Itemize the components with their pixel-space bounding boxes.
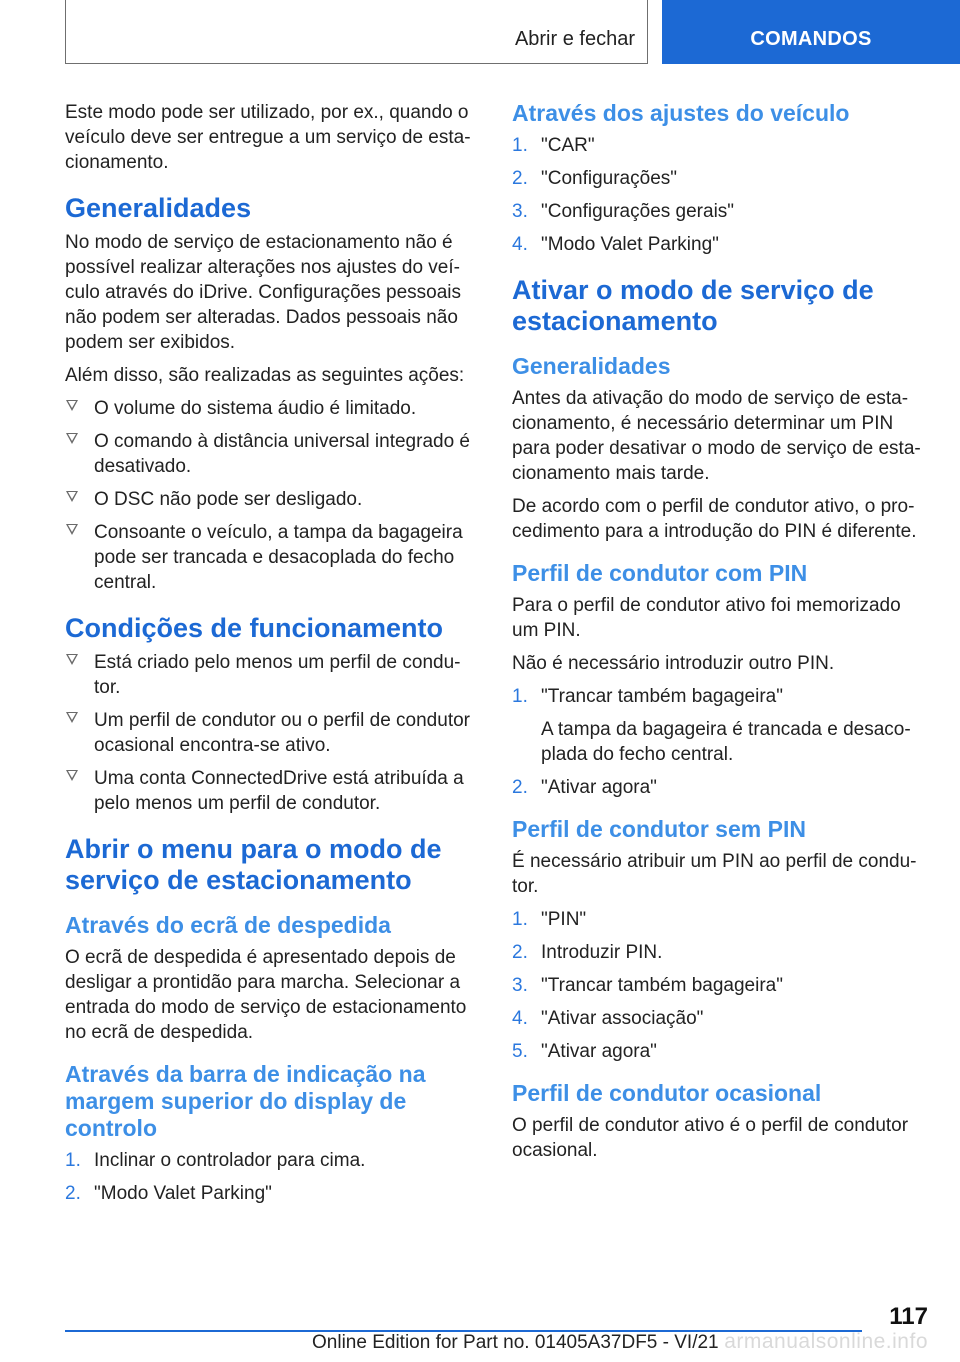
list-item: 2. "Ativar agora" — [512, 777, 657, 798]
heading-perfil-com-pin: Perfil de condutor com PIN — [512, 560, 808, 586]
list-item: O volume do sistema áudio é limitado. — [65, 396, 479, 421]
triangle-bullet-icon — [66, 524, 78, 535]
heading-condicoes: Condições de funcionamento — [65, 613, 444, 643]
heading-ativar-modo: Ativar o modo de serviço de estacionamento — [512, 275, 874, 336]
paragraph-com-pin-2: Não é necessário introduzir outro PIN. — [512, 653, 835, 674]
paragraph-generalidades-1: Antes da ativação do modo de serviço de estacionamento, é necessário determinar um PIN para poder desativar o modo de serviço de estacionamento mais tarde. — [512, 388, 921, 484]
list-item: 2. Introduzir PIN. — [512, 942, 663, 963]
list-item: 1. "PIN" — [512, 909, 587, 930]
triangle-bullet-icon — [66, 433, 78, 444]
list-item: 3. "Trancar também bagageira" — [512, 975, 783, 996]
list-item: 2. "Modo Valet Parking" — [65, 1183, 272, 1204]
list-item: O DSC não pode ser desligado. — [65, 487, 479, 512]
watermark: armanualsonline.info — [724, 1330, 928, 1353]
paragraph-ocasional: O perfil de condutor ativo é o perfil de condutor ocasional. — [512, 1115, 909, 1161]
list-item: Está criado pelo menos um perfil de condutor. — [65, 650, 479, 700]
triangle-bullet-icon — [66, 654, 78, 665]
list-item: O comando à distância universal integrado é desativado. — [65, 429, 479, 479]
paragraph-generalidades: No modo de serviço de estacionamento não é possível realizar alterações nos ajustes do veículo através do iDrive. Configurações pessoais não podem ser alteradas. Dados pessoais não podem ser exibidos. — [65, 232, 462, 353]
list-item: Consoante o veículo, a tampa da bagageira pode ser trancada e desacoplada do fecho central. — [65, 520, 479, 595]
right-column — [512, 100, 926, 1171]
paragraph-sem-pin: É necessário atribuir um PIN ao perfil de condutor. — [512, 851, 917, 897]
list-item: Uma conta ConnectedDrive está atribuída a pelo menos um perfil de condutor. — [65, 766, 479, 816]
section-title: Abrir e fechar — [514, 28, 635, 50]
list-item: 1. "Trancar também bagageira" A tampa da bagageira é trancada e desacoplada do fecho central. — [512, 684, 926, 767]
list-item: 2. "Configurações" — [512, 168, 678, 189]
heading-abrir-menu: Abrir o menu para o modo de serviço de estacionamento — [65, 834, 442, 895]
heading-ecra-despedida: Através do ecrã de despedida — [65, 912, 391, 938]
paragraph-acoes: Além disso, são realizadas as seguintes ações: — [65, 365, 465, 386]
heading-perfil-ocasional: Perfil de condutor ocasional — [512, 1080, 822, 1106]
paragraph-com-pin-1: Para o perfil de condutor ativo foi memorizado um PIN. — [512, 595, 901, 641]
chapter-tab[interactable]: COMANDOS — [662, 0, 960, 64]
triangle-bullet-icon — [66, 400, 78, 411]
triangle-bullet-icon — [66, 712, 78, 723]
acoes-list — [65, 396, 479, 595]
list-item: 1. Inclinar o controlador para cima. — [65, 1150, 366, 1171]
heading-ajustes-veiculo: Através dos ajustes do veículo — [512, 100, 850, 126]
list-item: 5. "Ativar agora" — [512, 1041, 657, 1062]
paragraph-generalidades-2: De acordo com o perfil de condutor ativo, o procedimento para a introdução do PIN é diferente. — [512, 496, 917, 542]
heading-perfil-sem-pin: Perfil de condutor sem PIN — [512, 816, 806, 842]
page-number: 117 — [889, 1303, 928, 1330]
intro-paragraph: Este modo pode ser utilizado, por ex., quando o veículo deve ser entregue a um serviço de estacionamento. — [65, 102, 471, 173]
paragraph-ecra-despedida: O ecrã de despedida é apresentado depois de desligar a prontidão para marcha. Selecionar a entrada do modo de serviço de estacionamento no ecrã de despedida. — [65, 947, 467, 1043]
list-item: 1. "CAR" — [512, 135, 595, 156]
left-column — [65, 100, 479, 1214]
header-section-box — [65, 0, 648, 64]
com-pin-steps-list — [512, 684, 926, 800]
heading-barra-indicacao: Através da barra de indicação na margem superior do display de controlo — [65, 1061, 426, 1141]
list-item: 3. "Configurações gerais" — [512, 201, 735, 222]
step-note: A tampa da bagageira é trancada e desacoplada do fecho central. — [541, 719, 911, 765]
condicoes-list — [65, 650, 479, 816]
footer-edition: Online Edition for Part no. 01405A37DF5 - VI/21 — [312, 1332, 719, 1353]
triangle-bullet-icon — [66, 770, 78, 781]
heading-generalidades: Generalidades — [65, 193, 252, 223]
barra-steps-list — [65, 1148, 479, 1206]
triangle-bullet-icon — [66, 491, 78, 502]
list-item: 4. "Ativar associação" — [512, 1008, 704, 1029]
list-item: Um perfil de condutor ou o perfil de condutor ocasional encontra-se ativo. — [65, 708, 479, 758]
heading-generalidades-right: Generalidades — [512, 353, 671, 379]
sem-pin-steps-list — [512, 907, 926, 1064]
ajustes-steps-list — [512, 133, 926, 257]
list-item: 4. "Modo Valet Parking" — [512, 234, 719, 255]
